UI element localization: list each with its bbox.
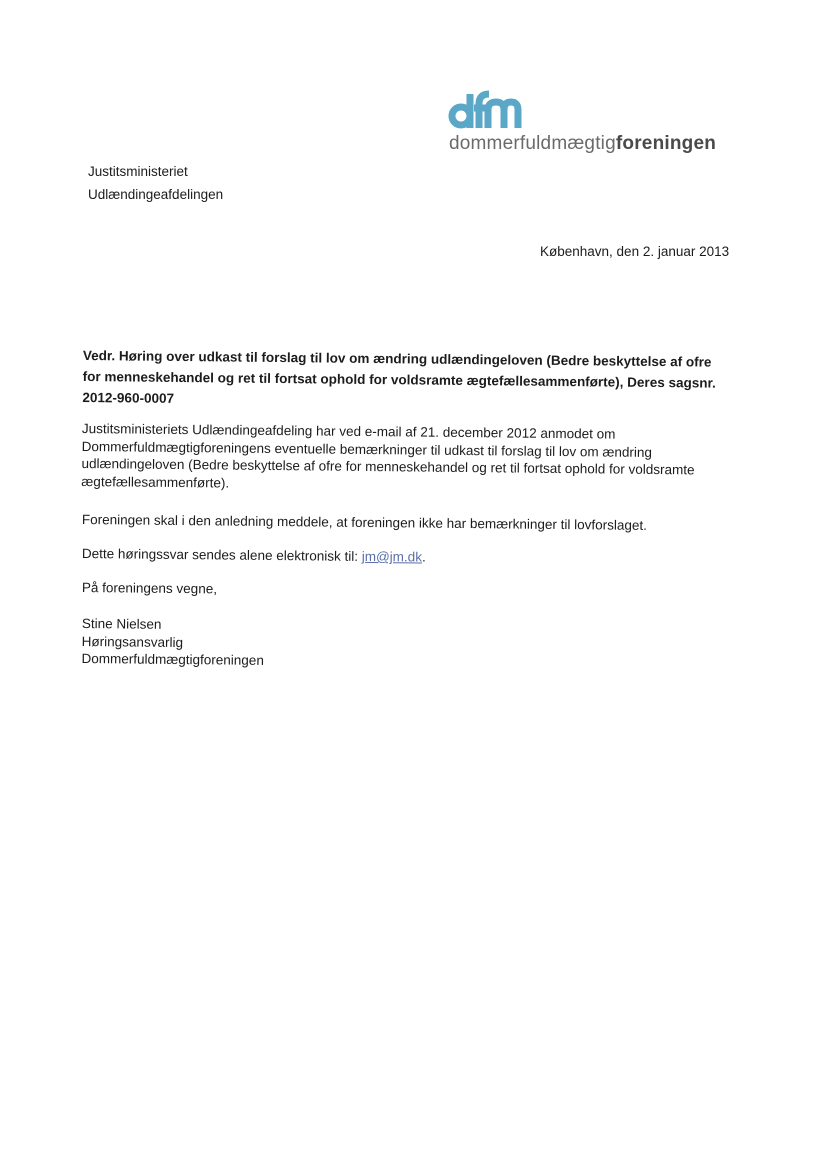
dateline: København, den 2. januar 2013: [540, 244, 730, 259]
closing: På foreningens vegne,: [81, 579, 218, 597]
signature-role: Høringsansvarlig: [81, 633, 184, 650]
organization-name: [449, 133, 716, 155]
body-paragraph-2: Foreningen skal i den anledning meddele, at foreningen ikke har bemærkninger til lovforslaget.: [81, 511, 648, 533]
email-prefix: Dette høringssvar sendes alene elektronisk til:: [81, 545, 362, 564]
organization-name-light: dommerfuldmægtig: [449, 133, 616, 154]
recipient-line-1: Justitsministeriet: [88, 164, 188, 179]
recipient-line-2: Udlændingeafdelingen: [88, 187, 224, 202]
signature-org: Dommerfuldmægtigforeningen: [81, 650, 264, 668]
email-link[interactable]: jm@jm.dk: [361, 548, 423, 565]
dfm-logo-icon: [448, 88, 522, 132]
organization-name-bold: foreningen: [615, 133, 717, 154]
email-suffix: .: [421, 549, 426, 565]
subject-line: Vedr. Høring over udkast til forslag til lov om ændring udlændingeloven (Bedre beskyttelse af ofre for menneskehandel og ret til fortsat ophold for voldsramte ægtefællesammenførte), Deres sagsnr. 2012-960-0007: [82, 347, 716, 406]
organization-logo: [448, 88, 723, 158]
body-paragraph-1: Justitsministeriets Udlændingeafdeling har ved e-mail af 21. december 2012 anmodet om Dommerfuldmægtigforeningens eventuelle bemærkninger til udkast til forslag til lov om ændring udlændingeloven (Bedre beskyttelse af ofre for menneskehandel og ret til fortsat ophold for voldsramte ægtefællesammenførte).: [81, 420, 695, 491]
recipient-address: [88, 160, 223, 206]
signature-block: [81, 615, 722, 674]
signature-name: Stine Nielsen: [81, 615, 162, 632]
body-paragraph-3: [82, 545, 722, 569]
